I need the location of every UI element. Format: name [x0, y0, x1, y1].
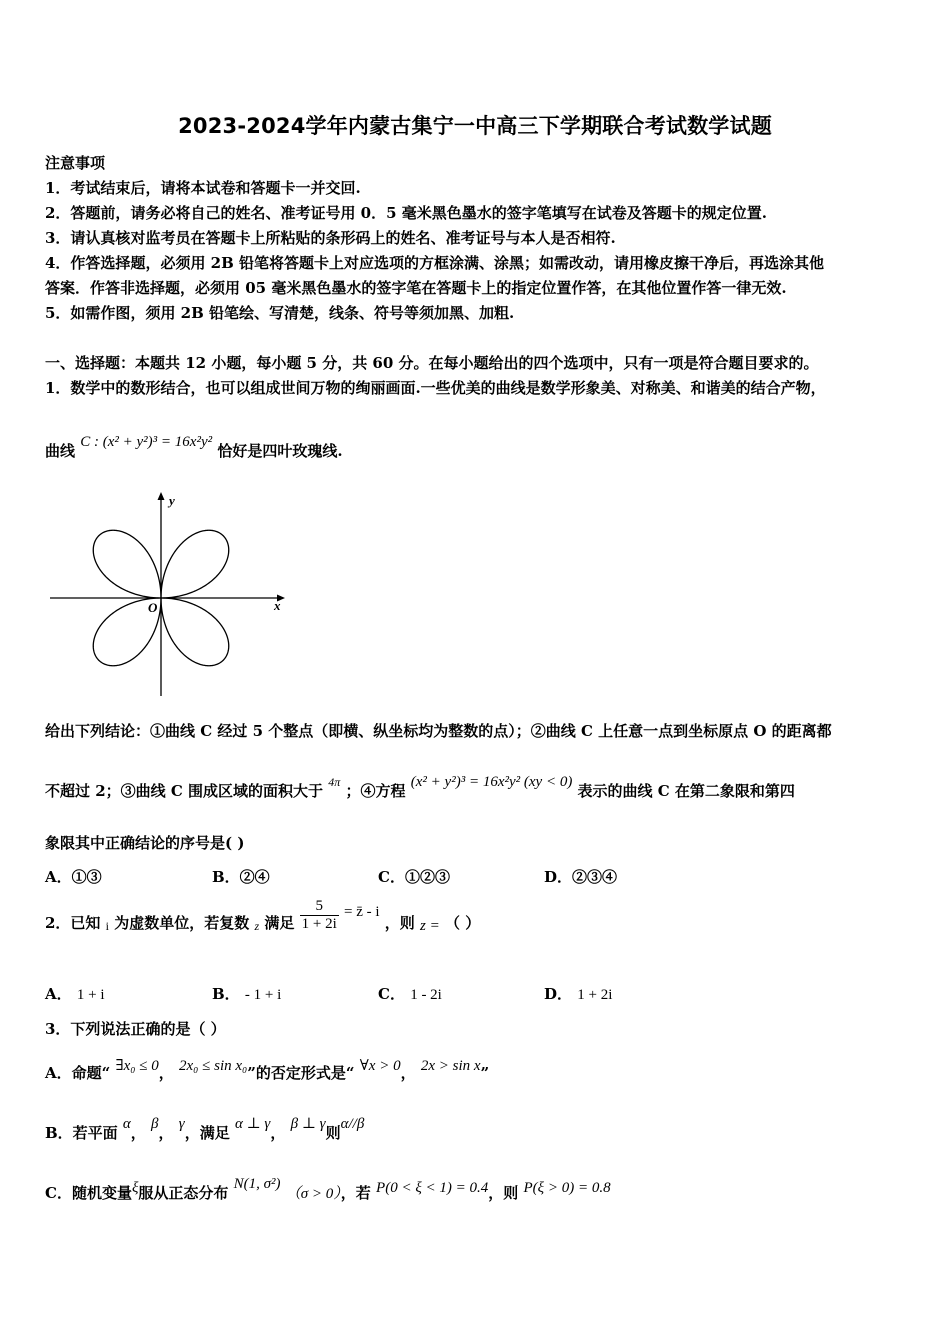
q2-option-b-label: B．: [212, 985, 240, 1003]
q2-frac-num: 5: [300, 898, 339, 916]
q2-option-c-value: 1 - 2i: [410, 987, 442, 1003]
q1-curve-line: [45, 430, 343, 460]
q2-rhs: = z̄ - i: [344, 903, 380, 920]
note-item-2: 2．答题前，请务必将自己的姓名、准考证号用 0．5 毫米黑色墨水的签字笔填写在试卷及答题卡的规定位置.: [45, 204, 767, 222]
q2-end: （ ）: [445, 913, 481, 932]
q3-b-alpha: α: [122, 1116, 131, 1132]
q2-option-d[interactable]: [544, 983, 612, 1004]
q1-statement-1: 给出下列结论：①曲线 C 经过 5 个整点（即横、纵坐标均为整数的点）；②曲线 C 上任意一点到坐标原点 O 的距离都: [45, 722, 832, 740]
q3-c-normal: N(1, σ²): [233, 1176, 281, 1192]
q2-pre: 2．已知: [45, 913, 101, 932]
q2-option-b[interactable]: [212, 983, 281, 1004]
q3-option-b[interactable]: [45, 1112, 365, 1142]
q3-b-text1: ，满足: [184, 1124, 230, 1142]
q1-intro: 1．数学中的数形结合，也可以组成世间万物的绚丽画面.一些优美的曲线是数学形象美、对称美、和谐美的结合产物，: [45, 379, 826, 397]
axis-label-y: y: [169, 493, 175, 508]
q3-a-quote-mid: ”的否定形式是“: [247, 1064, 355, 1082]
q2-option-d-label: D．: [544, 985, 573, 1003]
q3-c-text2: ，若: [340, 1184, 371, 1202]
q2-frac-den: 1 + 2i: [301, 916, 337, 932]
q3-c-text3: ，则: [488, 1184, 519, 1202]
q2-option-a-label: A．: [45, 985, 72, 1003]
q2-option-a[interactable]: [45, 983, 105, 1004]
q3-b-perp1: α ⊥ γ: [234, 1116, 271, 1132]
q3-option-c[interactable]: [45, 1176, 611, 1202]
q3-b-gamma: γ: [178, 1116, 185, 1132]
q1-option-a[interactable]: A．①③: [45, 868, 102, 886]
q3-a-math2: 2x₀ ≤ sin x₀: [179, 1058, 248, 1074]
q1-post: 恰好是四叶玫瑰线.: [217, 442, 343, 460]
q3-b-comma1: ，: [130, 1124, 146, 1142]
q3-c-prob2: P(ξ > 0) = 0.8: [523, 1180, 611, 1196]
q2-mid1: 为虚数单位，若复数: [114, 913, 250, 932]
q2-option-c-label: C．: [378, 985, 405, 1003]
q3-a-label: A．命题: [45, 1064, 102, 1082]
q1-stmt2-math1: 4π: [328, 775, 341, 789]
q2-stem: [45, 898, 480, 933]
q3-b-comma2: ，: [158, 1124, 174, 1142]
rose-curve-figure: [45, 488, 290, 700]
q1-option-c[interactable]: C．①②③: [378, 868, 450, 886]
q2-option-a-value: 1 + i: [76, 987, 105, 1003]
q3-b-label: B．若平面: [45, 1124, 118, 1142]
q1-statement-3: 象限其中正确结论的序号是( ): [45, 834, 245, 852]
q1-stmt2-c: 表示的曲线 C 在第二象限和第四: [577, 782, 795, 800]
q3-b-parallel: α//β: [340, 1116, 365, 1132]
note-item-3: 3．请认真核对监考员在答题卡上所粘贴的条形码上的姓名、准考证号与本人是否相符.: [45, 229, 616, 247]
q3-a-quote-close: ”: [480, 1064, 490, 1082]
q3-c-prob1: P(0 < ξ < 1) = 0.4: [376, 1180, 489, 1196]
q1-option-b[interactable]: B．②④: [212, 868, 270, 886]
q3-b-beta: β: [151, 1116, 159, 1132]
q2-mid2: 满足: [264, 913, 295, 932]
axis-label-x: x: [274, 598, 281, 613]
q3-a-comma1: ，: [158, 1064, 174, 1082]
q3-b-perp2: β ⊥ γ: [290, 1116, 326, 1132]
q3-stem: 3．下列说法正确的是（ ）: [45, 1020, 226, 1038]
q1-formula: C : (x² + y²)³ = 16x²y²: [80, 434, 213, 450]
note-item-5: 5．如需作图，须用 2B 铅笔绘、写清楚，线条、符号等须加黑、加粗.: [45, 304, 515, 322]
q3-a-math4: 2x > sin x: [420, 1058, 481, 1074]
q1-stmt2-b: ；④方程: [345, 782, 406, 800]
q1-option-d[interactable]: D．②③④: [544, 868, 618, 886]
q2-option-b-value: - 1 + i: [244, 987, 282, 1003]
q3-a-math1: ∃x₀ ≤ 0: [115, 1058, 159, 1074]
origin-label: O: [148, 600, 158, 615]
q1-statement-2: [45, 770, 795, 800]
q1-pre: 曲线: [45, 442, 76, 460]
q3-option-a[interactable]: [45, 1054, 490, 1082]
note-item-4-cont: 答案．作答非选择题，必须用 05 毫米黑色墨水的签字笔在答题卡上的指定位置作答，在其他位置作答一律无效.: [45, 279, 787, 297]
q3-c-xi: ξ: [131, 1180, 139, 1196]
q3-c-sigma: （σ > 0）: [285, 1186, 341, 1202]
q3-b-text2: 则: [325, 1124, 341, 1142]
note-item-1: 1．考试结束后，请将本试卷和答题卡一并交回.: [45, 179, 361, 197]
q2-mid3: ，则: [384, 913, 415, 932]
q2-option-d-value: 1 + 2i: [577, 987, 613, 1003]
q3-a-math3: ∀x > 0: [359, 1058, 401, 1074]
q2-i-symbol: i: [105, 918, 110, 933]
q3-c-label: C．随机变量: [45, 1184, 132, 1202]
page-title: 2023-2024学年内蒙古集宁一中高三下学期联合考试数学试题: [178, 114, 772, 138]
q1-stmt2-a: 不超过 2；③曲线 C 围成区域的面积大于: [45, 782, 324, 800]
q3-c-text1: 服从正态分布: [138, 1184, 229, 1202]
y-axis-arrow: [158, 492, 165, 500]
q3-a-comma2: ，: [400, 1064, 416, 1082]
note-item-4: 4．作答选择题，必须用 2B 铅笔将答题卡上对应选项的方框涂满、涂黑；如需改动，请用橡皮擦干净后，再选涂其他: [45, 254, 825, 272]
q2-z-symbol: z: [254, 918, 260, 933]
q3-a-quote-open: “: [101, 1064, 111, 1082]
q1-stmt2-math2: (x² + y²)³ = 16x²y² (xy < 0): [410, 774, 573, 790]
q2-option-c[interactable]: [378, 983, 442, 1004]
section-heading: 一、选择题：本题共 12 小题，每小题 5 分，共 60 分。在每小题给出的四个选项中，只有一项是符合题目要求的。: [45, 354, 819, 372]
notes-heading: 注意事项: [45, 154, 106, 172]
q2-ask: z =: [420, 917, 440, 934]
q3-b-comma3: ，: [270, 1124, 286, 1142]
q2-fraction: [300, 898, 339, 933]
